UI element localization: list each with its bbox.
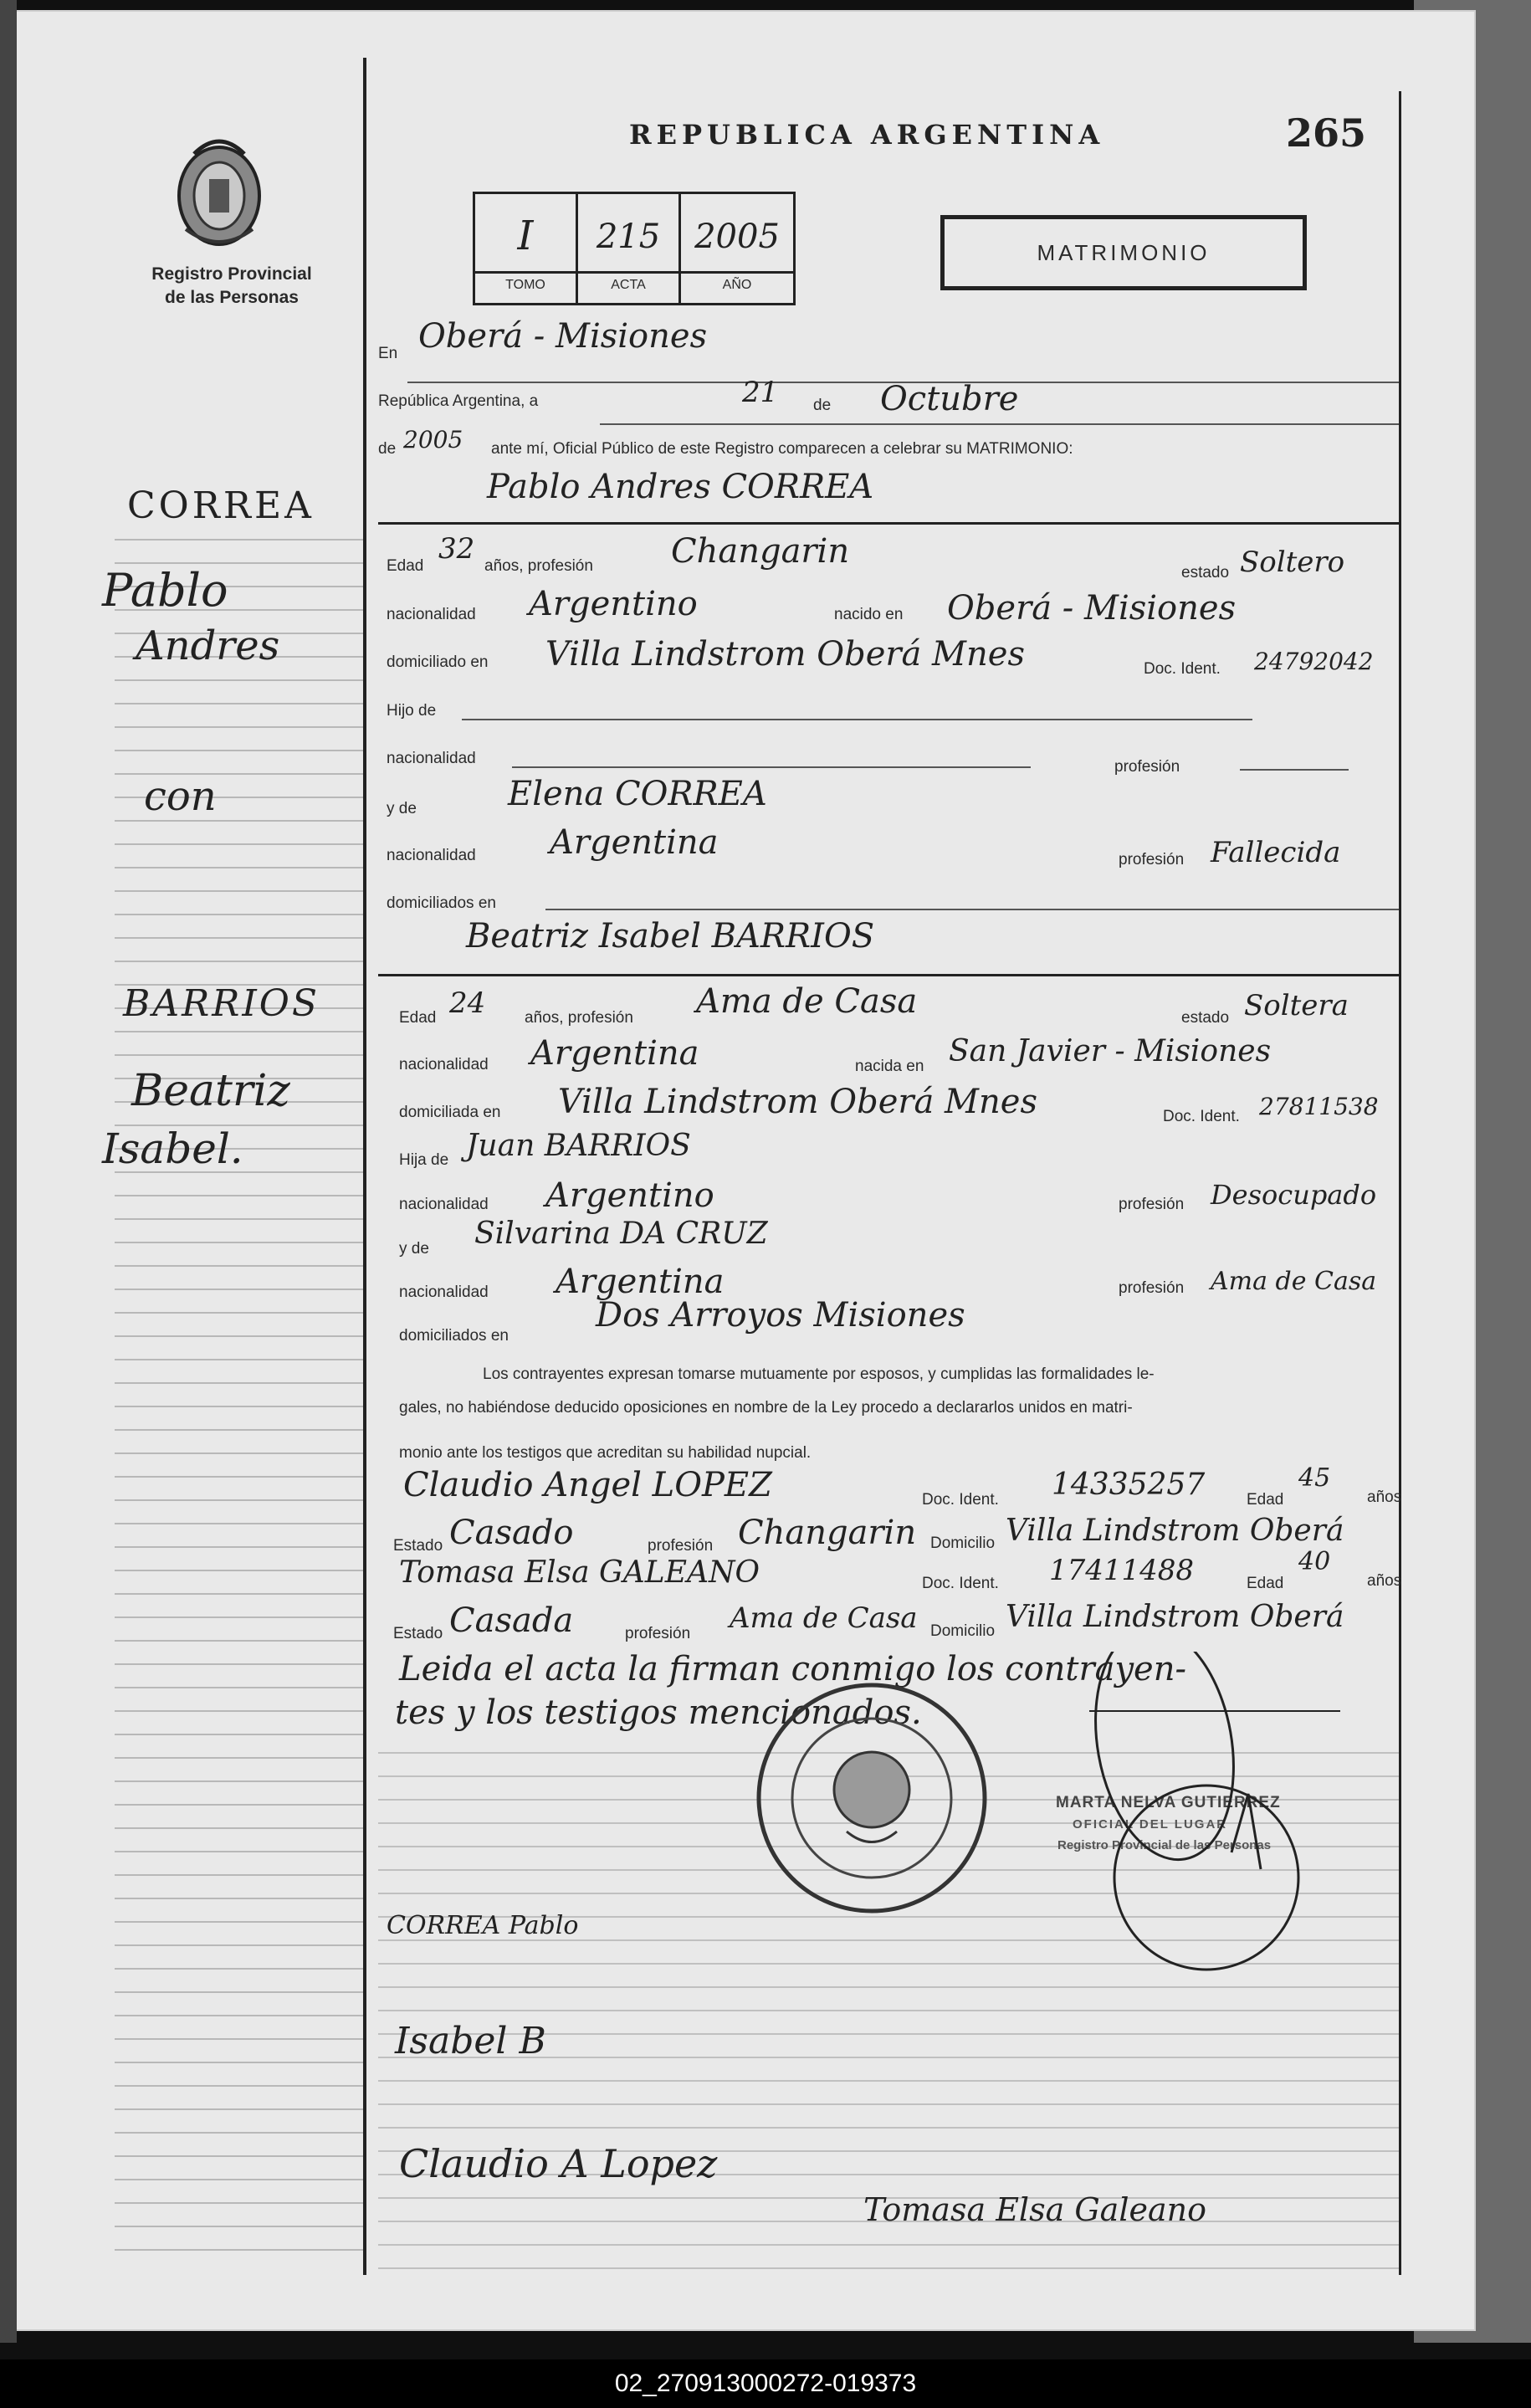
bride-doc-label: Doc. Ident. [1163,1108,1240,1125]
ruled-line [115,1991,366,1993]
bride-padre-nac: Argentino [545,1176,714,1215]
ruled-line [115,1452,366,1454]
country-title: REPUBLICA ARGENTINA [629,119,1105,151]
margin-con: con [144,773,217,820]
ano-label: AÑO [722,278,752,292]
ruled-line [115,1476,366,1478]
groom-yde-label: y de [387,800,417,817]
acta-value: 215 [596,218,661,256]
registry-line2: de las Personas [165,288,299,307]
footer-code: 02_270913000272-019373 [614,2370,917,2397]
groom-hijo-label: Hijo de [387,702,437,720]
ruled-line [115,961,366,962]
margin-bride-given2: Isabel. [102,1125,243,1173]
ruled-line [115,703,366,704]
groom-nacido-en: Oberá - Misiones [947,589,1237,628]
ruled-line [115,1546,366,1548]
en-label: En [378,345,398,362]
ruled-line [115,1827,366,1829]
bride-nac2-label: nacionalidad [399,1196,489,1213]
bride-madre-nac: Argentina [556,1263,725,1301]
ruled-line [115,914,366,915]
witness1-estado-label: Estado [393,1537,443,1555]
witness1-edad-label: Edad [1247,1491,1284,1509]
de-label: de [813,397,832,414]
groom-doc-label: Doc. Ident. [1144,660,1221,678]
declaration-line2: gales, no habiéndose deducido oposiciones en nombre de la Ley procedo a declararlos unidos en matri- [399,1399,1133,1417]
ruled-line [115,1242,366,1243]
ruled-line [378,2127,1399,2129]
ruled-line [115,890,366,892]
ruled-line [115,1640,366,1642]
ruled-line [115,1921,366,1923]
signature-witness1: Claudio A Lopez [399,2141,718,2186]
witness1-domicilio: Villa Lindstrom Oberá [1006,1514,1344,1548]
republica-label: República Argentina, a [378,392,539,410]
bride-domicilio: Villa Lindstrom Oberá Mnes [558,1083,1037,1121]
ruled-line [115,679,366,681]
margin-groom-surname: CORREA [127,484,315,527]
ruled-line [115,2108,366,2110]
ruled-line [115,2155,366,2157]
right-border [1399,91,1401,2275]
ruled-line [378,2244,1399,2246]
intro-clause: ante mí, Oficial Público de este Registro comparecen a celebrar su MATRIMONIO: [491,440,1073,458]
witness2-name: Tomasa Elsa GALEANO [399,1555,760,1590]
bride-estado: Soltera [1244,989,1349,1022]
groom-edad-label: Edad [387,557,424,575]
bride-dom-label: domiciliada en [399,1104,501,1121]
ruled-line [115,1851,366,1852]
groom-domicilio: Villa Lindstrom Oberá Mnes [545,635,1025,674]
margin-groom-given1: Pablo [102,564,228,617]
ruled-line [115,937,366,939]
groom-dom-label: domiciliado en [387,653,489,671]
tomo-value: I [517,213,534,259]
official-title: OFICIAL DEL LUGAR [1073,1817,1228,1832]
official-name: MARTA NELVA GUTIERREZ [1056,1794,1281,1811]
groom-edad: 32 [438,532,475,566]
bride-hija-label: Hija de [399,1151,449,1169]
registry-line1: Registro Provincial [151,264,312,284]
witness1-prof-label: profesión [648,1537,714,1555]
bride-nacida-en: San Javier - Misiones [949,1034,1272,1068]
tomo-label: TOMO [505,278,545,292]
ruled-line [115,2038,366,2040]
ruled-line [115,1663,366,1665]
ruled-line [115,820,366,822]
declaration-line1: Los contrayentes expresan tomarse mutuamente por esposos, y cumplidas las formalidades le- [483,1365,1155,1383]
ruled-line [115,1382,366,1384]
witness2-profesion: Ama de Casa [730,1601,918,1635]
ruled-line [115,843,366,845]
bride-full-name: Beatriz Isabel BARRIOS [466,917,875,956]
ruled-line [115,2062,366,2063]
witness2-prof-label: profesión [625,1625,691,1642]
ruled-line [115,1898,366,1899]
bride-doms-label: domiciliados en [399,1327,509,1345]
bride-madre-prof: Ama de Casa [1211,1267,1377,1296]
groom-prof3-label: profesión [1119,851,1185,868]
page-number: 265 [1286,110,1367,156]
ruled-line [115,1218,366,1220]
ruled-line [115,1616,366,1618]
ruled-line [115,1523,366,1524]
groom-nacionalidad: Argentino [529,585,698,623]
closing-line1: Leida el acta la firman conmigo los contrayen- [399,1650,1186,1688]
bride-nac-label: nacionalidad [399,1056,489,1073]
ruled-line [115,1593,366,1595]
bride-anos-prof-label: años, profesión [525,1009,633,1027]
ruled-line [115,1031,366,1032]
bride-prof2-label: profesión [1119,1196,1185,1213]
signature-witness2: Tomasa Elsa Galeano [863,2191,1206,2228]
ruled-line [115,1804,366,1806]
witness1-name: Claudio Angel LOPEZ [403,1466,772,1504]
signature-bride: Isabel B [395,2020,546,2062]
ruled-line [115,1499,366,1501]
footer-bar [0,2359,1531,2408]
ruled-line [115,867,366,868]
ruled-line [115,2226,366,2227]
groom-madre-nac: Argentina [550,823,719,862]
ruled-line [115,2249,366,2251]
groom-estado-label: estado [1181,564,1230,582]
coat-of-arms-icon [169,129,269,254]
ruled-line [378,2267,1399,2269]
bride-doc: 27811538 [1259,1093,1379,1120]
ruled-line [115,1195,366,1196]
bride-padres-domicilio: Dos Arroyos Misiones [596,1296,965,1335]
bride-nacida-label: nacida en [855,1058,924,1075]
ruled-line [115,2085,366,2087]
ruled-line [115,1874,366,1876]
groom-anos-prof-label: años, profesión [484,557,593,575]
day: 21 [742,376,779,409]
ruled-line [115,1359,366,1360]
record-type: MATRIMONIO [940,215,1307,290]
place: Oberá - Misiones [418,317,708,356]
ruled-line [115,726,366,728]
ruled-line [115,1265,366,1267]
witness2-edad-label: Edad [1247,1575,1284,1592]
ruled-line [115,1406,366,1407]
groom-nac-label: nacionalidad [387,606,476,623]
register-page [10,12,1474,2329]
official-seal-icon [746,1673,997,1924]
ruled-line [115,1757,366,1759]
de2-label: de [378,440,397,458]
registry-title [127,263,336,310]
margin-divider [363,58,366,2275]
ruled-line [378,2103,1399,2105]
ruled-line [115,1944,366,1946]
ruled-line [115,1054,366,1056]
ruled-line [115,1289,366,1290]
witness2-anos-label: años [1367,1572,1402,1590]
margin-bride-surname: BARRIOS [123,982,320,1025]
ruled-line [115,1429,366,1431]
groom-nac2-label: nacionalidad [387,750,476,767]
ruled-line [115,2015,366,2016]
official-signature [1081,1652,1332,2003]
book-binding [0,0,17,2343]
declaration-line3: monio ante los testigos que acreditan su habilidad nupcial. [399,1444,812,1462]
groom-nac3-label: nacionalidad [387,847,476,864]
bride-profesion: Ama de Casa [696,982,918,1021]
ano-value: 2005 [694,218,780,256]
bride-prof3-label: profesión [1119,1279,1185,1297]
witness2-domicilio: Villa Lindstrom Oberá [1006,1600,1344,1634]
groom-doc: 24792042 [1254,648,1374,675]
signature-groom: CORREA Pablo [387,1911,579,1940]
bride-edad-label: Edad [399,1009,437,1027]
bride-estado-label: estado [1181,1009,1230,1027]
witness2-doc: 17411488 [1049,1554,1195,1587]
ruled-line [115,1687,366,1688]
ruled-line [378,2080,1399,2082]
ruled-line [115,1968,366,1970]
groom-estado: Soltero [1240,546,1345,579]
groom-madre-prof: Fallecida [1211,836,1341,869]
groom-madre: Elena CORREA [508,775,767,813]
official-org: Registro Provincial de las Personas [1057,1838,1272,1852]
margin-groom-given2: Andres [136,622,280,669]
groom-full-name: Pablo Andres CORREA [487,468,874,506]
ruled-line [115,1780,366,1782]
closing-line2: tes y los testigos mencionados. [395,1693,922,1732]
witness1-dom-label: Domicilio [930,1534,996,1552]
ruled-line [115,1710,366,1712]
month: Octubre [880,380,1019,418]
witness1-estado: Casado [449,1514,574,1552]
ruled-line [115,2202,366,2204]
margin-bride-given1: Beatriz [131,1066,290,1116]
witness2-edad: 40 [1298,1547,1331,1576]
groom-doms-label: domiciliados en [387,894,496,912]
bride-nac3-label: nacionalidad [399,1283,489,1301]
witness2-dom-label: Domicilio [930,1622,996,1640]
ruled-line [115,2132,366,2134]
witness2-estado: Casada [449,1601,574,1640]
year: 2005 [403,426,463,453]
bride-madre: Silvarina DA CRUZ [474,1217,768,1251]
groom-profesion: Changarin [671,532,850,571]
witness1-doc: 14335257 [1052,1468,1206,1502]
groom-nacido-label: nacido en [834,606,904,623]
witness2-estado-label: Estado [393,1625,443,1642]
ruled-line [115,1335,366,1337]
witness1-edad: 45 [1298,1463,1331,1493]
ruled-line [115,1312,366,1314]
ruled-line [115,2179,366,2180]
acta-label: ACTA [611,278,646,292]
witness1-profesion: Changarin [738,1514,917,1552]
witness2-doc-label: Doc. Ident. [922,1575,999,1592]
ruled-line [115,1734,366,1735]
ruled-line [378,2010,1399,2011]
ruled-line [115,750,366,751]
witness1-anos-label: años [1367,1488,1402,1506]
bride-nacionalidad: Argentina [530,1034,699,1073]
groom-prof2-label: profesión [1114,758,1180,776]
bride-edad: 24 [449,986,486,1020]
ruled-line [115,539,366,541]
bride-padre-prof: Desocupado [1211,1179,1377,1211]
record-box [473,192,796,305]
bride-yde-label: y de [399,1240,429,1258]
bride-padre: Juan BARRIOS [466,1129,691,1163]
ruled-line [115,1570,366,1571]
witness1-doc-label: Doc. Ident. [922,1491,999,1509]
